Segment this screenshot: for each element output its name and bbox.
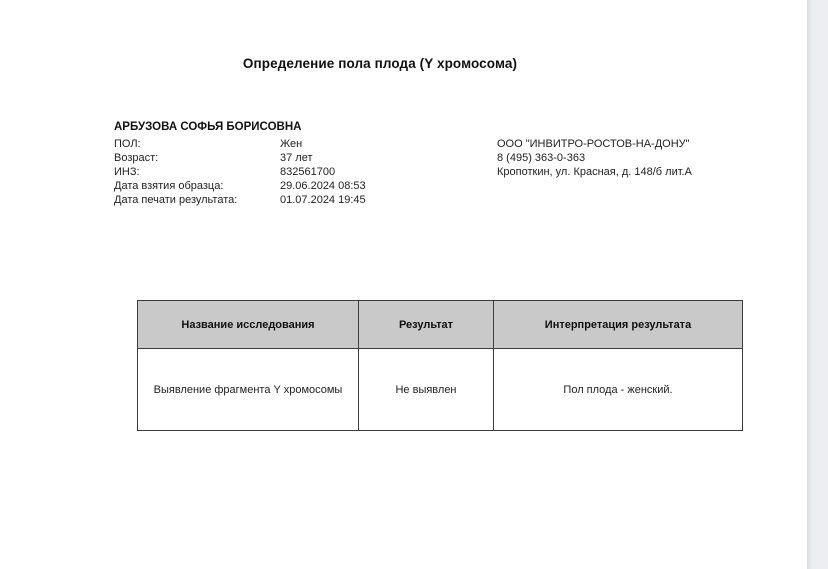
laboratory-name: ООО "ИНВИТРО-РОСТОВ-НА-ДОНУ" (497, 138, 690, 150)
patient-field-age-label: Возраст: (114, 152, 159, 164)
page-title: Определение пола плода (Y хромосома) (242, 56, 518, 71)
patient-field-list (114, 137, 414, 207)
patient-block (114, 120, 414, 207)
patient-field-sample-date-value: 29.06.2024 08:53 (280, 180, 366, 192)
cell-result: Не выявлен (359, 349, 494, 431)
results-table-head (138, 301, 743, 349)
patient-field-sex (114, 137, 414, 151)
results-table (137, 300, 743, 431)
patient-field-inz (114, 165, 414, 179)
table-header-interpretation: Интерпретация результата (494, 301, 743, 349)
patient-field-print-date-label: Дата печати результата: (114, 194, 238, 206)
laboratory-address: Кропоткин, ул. Красная, д. 148/б лит.А (497, 166, 692, 178)
patient-field-age-value: 37 лет (280, 152, 313, 164)
patient-info-band (114, 120, 734, 216)
table-row (138, 349, 743, 431)
patient-field-print-date-value: 01.07.2024 19:45 (280, 194, 366, 206)
patient-field-sample-date (114, 179, 414, 193)
table-header-row (138, 301, 743, 349)
patient-field-inz-value: 832561700 (280, 166, 336, 178)
results-table-body (138, 349, 743, 431)
page-edge-gutter[interactable] (807, 0, 828, 569)
patient-field-sample-date-label: Дата взятия образца: (114, 180, 224, 192)
patient-name: АРБУЗОВА СОФЬЯ БОРИСОВНА (114, 121, 302, 133)
patient-field-sex-label: ПОЛ: (114, 138, 141, 150)
patient-field-print-date (114, 193, 414, 207)
patient-field-sex-value: Жен (280, 138, 303, 150)
laboratory-phone: 8 (495) 363-0-363 (497, 152, 586, 164)
laboratory-block (497, 137, 747, 179)
patient-field-inz-label: ИНЗ: (114, 166, 140, 178)
patient-field-age (114, 151, 414, 165)
table-header-study-name: Название исследования (138, 301, 359, 349)
cell-study-name: Выявление фрагмента Y хромосомы (138, 349, 359, 431)
cell-interpretation: Пол плода - женский. (494, 349, 743, 431)
table-header-result: Результат (359, 301, 494, 349)
